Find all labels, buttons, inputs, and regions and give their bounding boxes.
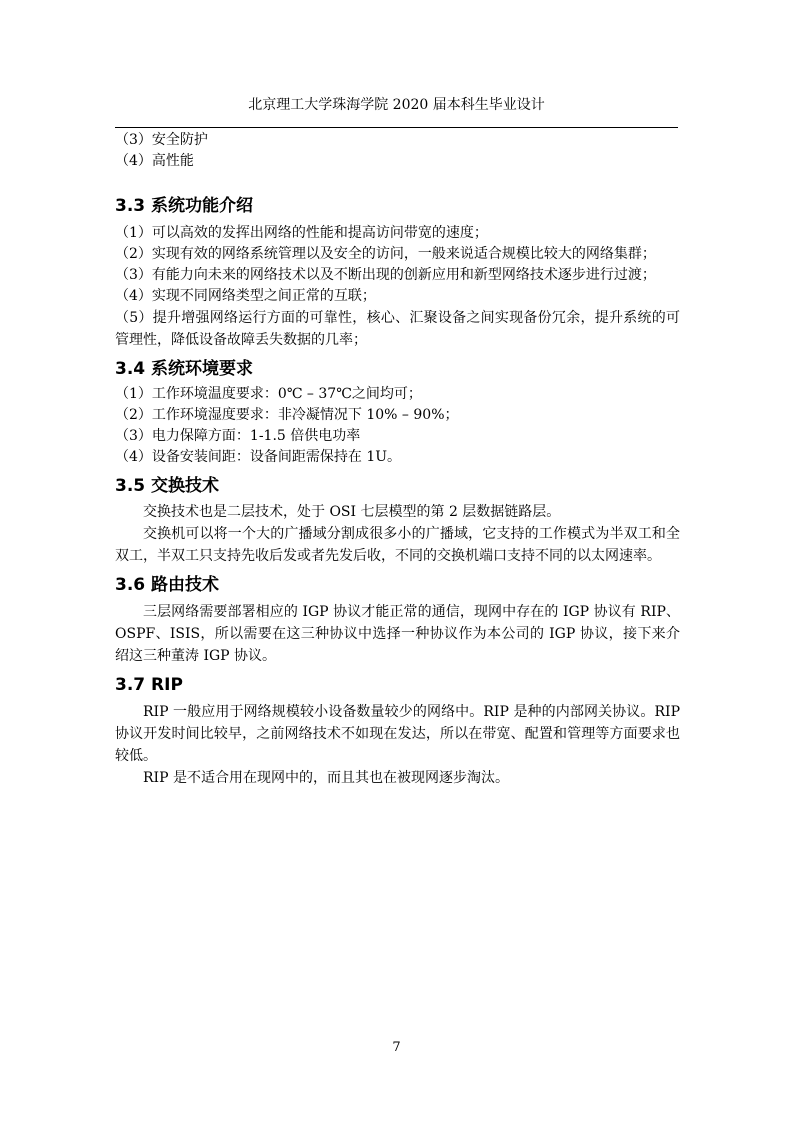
paragraph: RIP 一般应用于网络规模较小设备数量较少的网络中。RIP 是种的内部网关协议。RIP 协议开发时间比较早，之前网络技术不如现在发达，所以在带宽、配置和管理等方面要求也较低。 [115,704,680,764]
section-heading: 3.4 系统环境要求 [115,359,254,379]
list-item: （3）电力保障方面：1-1.5 倍供电功率 [115,428,361,444]
list-item: （3）有能力向未来的网络技术以及不断出现的创新应用和新型网络技术逐步进行过渡； [115,267,656,283]
page-body [115,130,680,789]
list-item: （2）实现有效的网络系统管理以及安全的访问，一般来说适合规模比较大的网络集群； [115,246,656,262]
section-body [115,701,680,789]
section-body [115,601,680,667]
list-item: （1）工作环境温度要求：0℃ – 37℃之间均可； [115,386,422,402]
list-item: （2）工作环境湿度要求：非冷凝情况下 10% – 90%； [115,407,459,423]
section-heading: 3.3 系统功能介绍 [115,196,254,216]
header-rule [115,127,678,128]
section-body [115,223,680,351]
section-body [115,384,680,468]
section-body [115,501,680,567]
page-number: 7 [392,1040,401,1055]
paragraph: 交换机可以将一个大的广播域分割成很多小的广播域，它支持的工作模式为半双工和全双工，半双工只支持先收后发或者先发后收，不同的交换机端口支持不同的以太网速率。 [115,526,680,564]
list-item: （3）安全防护 [115,132,208,148]
section-heading: 3.7 RIP [115,675,183,695]
list-item: （4）高性能 [115,153,194,169]
paragraph: 交换技术也是二层技术，处于 OSI 七层模型的第 2 层数据链路层。 [143,504,561,520]
page-header-title: 北京理工大学珠海学院 2020 届本科生毕业设计 [248,97,545,113]
paragraph: 三层网络需要部署相应的 IGP 协议才能正常的通信，现网中存在的 IGP 协议有 RIP、OSPF、ISIS，所以需要在这三种协议中选择一种协议作为本公司的 IGP 协议，接下来介绍这三种董涛 IGP 协议。 [115,604,680,664]
list-item: （4）设备安装间距：设备间距需保持在 1U。 [115,449,402,465]
list-item: （4）实现不同网络类型之间正常的互联； [115,288,376,304]
list-item: （1）可以高效的发挥出网络的性能和提高访问带宽的速度； [115,225,488,241]
section-heading: 3.5 交换技术 [115,476,220,496]
paragraph: RIP 是不适合用在现网中的，而且其也在被现网逐步淘汰。 [143,770,509,786]
list-item: （5）提升增强网络运行方面的可靠性，核心、汇聚设备之间实现备份冗余，提升系统的可管理性，降低设备故障丢失数据的几率； [115,310,680,348]
section-heading: 3.6 路由技术 [115,575,220,595]
